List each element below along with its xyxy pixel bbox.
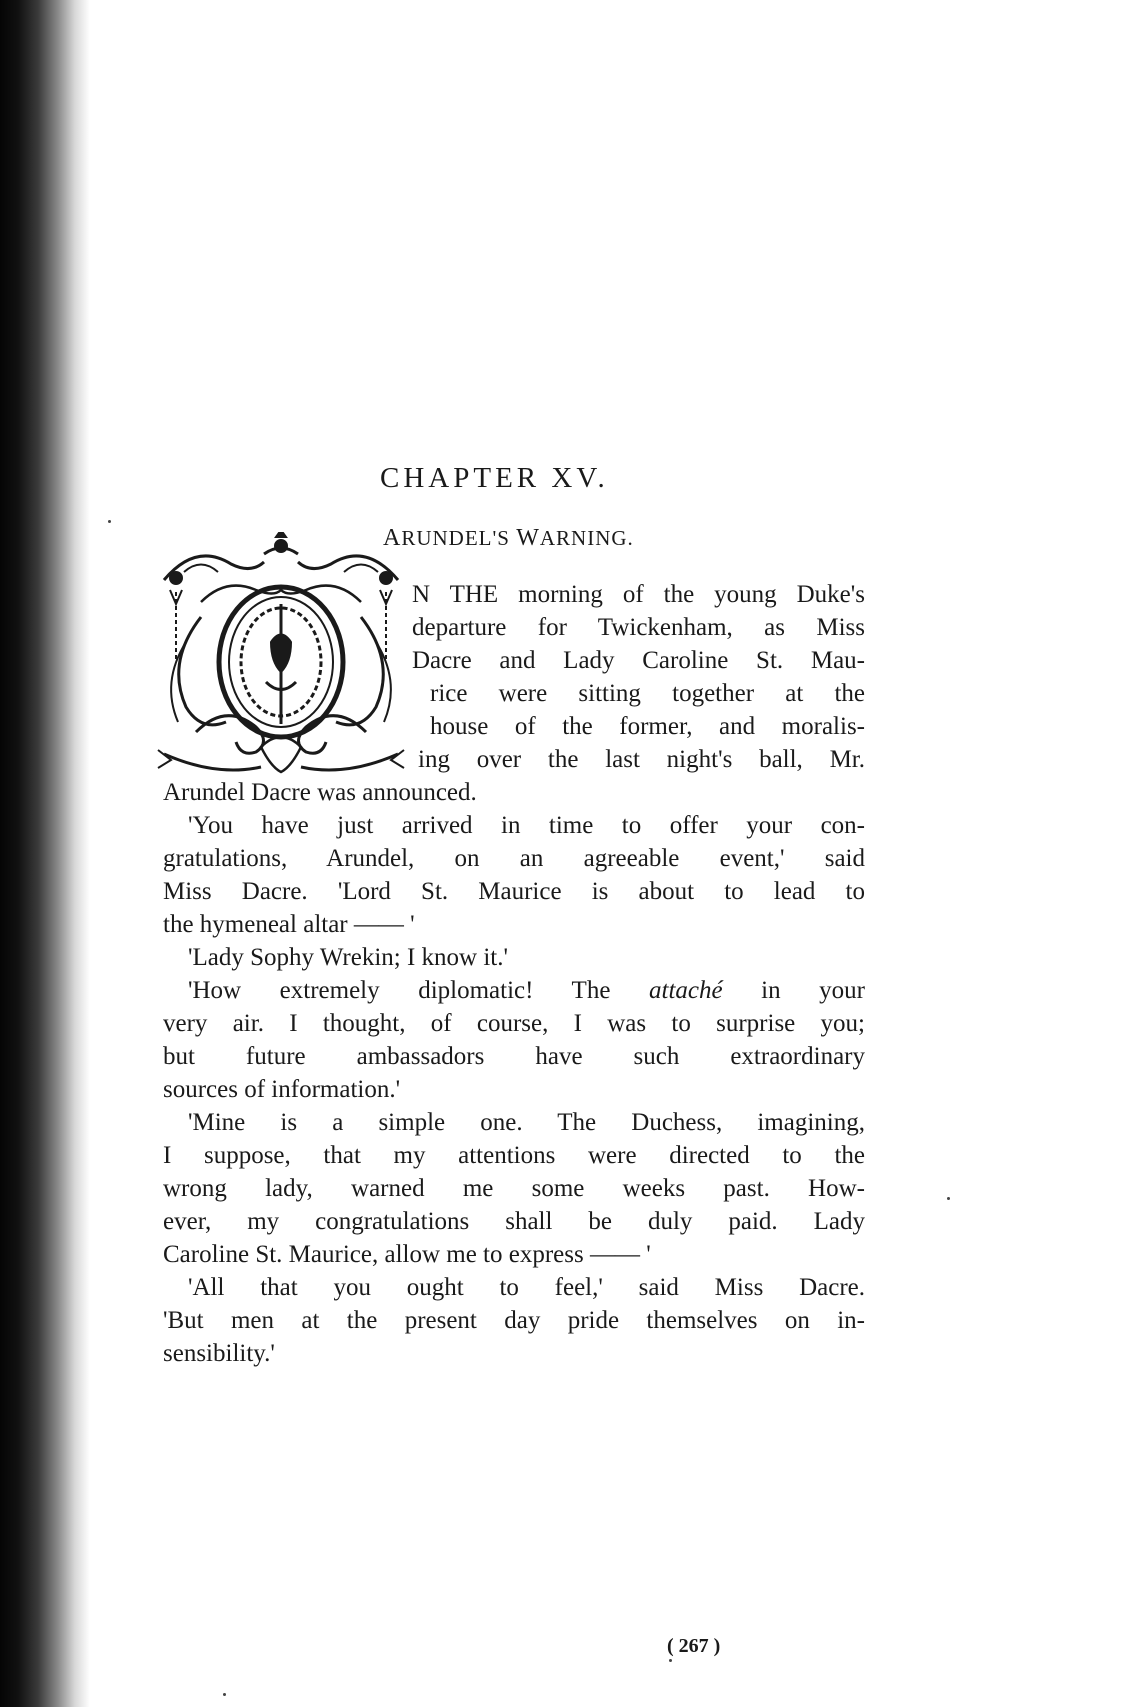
text-line [188, 976, 865, 1006]
text-line: 'You have just arrived in time to offer your con- [188, 812, 865, 839]
page-number: ( 267 ) [667, 1635, 721, 1657]
subtitle-text: RUNDEL'S [401, 526, 517, 550]
text-line: I suppose, that my attentions were directed to the [163, 1142, 865, 1169]
text-line: N THE morning of the young Duke's [412, 581, 865, 608]
text-line: 'But men at the present day pride themselves on in- [163, 1307, 865, 1334]
subtitle-capital: A [383, 525, 402, 551]
text-line: 'All that you ought to feel,' said Miss Dacre. [188, 1274, 865, 1301]
text-span: 'How extremely diplomatic! The [188, 977, 649, 1004]
ink-speck [108, 520, 111, 523]
subtitle-text: ARNING. [539, 526, 634, 550]
text-line: rice were sitting together at the [430, 680, 865, 707]
text-line: ing over the last night's ball, Mr. [418, 746, 865, 773]
text-line: gratulations, Arundel, on an agreeable event,' said [163, 845, 865, 872]
text-line: 'Lady Sophy Wrekin; I know it.' [188, 944, 509, 971]
text-span: in your [722, 977, 865, 1004]
ink-speck [669, 1659, 672, 1662]
text-line: very air. I thought, of course, I was to surprise you; [163, 1010, 865, 1037]
text-line: departure for Twickenham, as Miss [412, 614, 865, 641]
text-line: sources of information.' [163, 1076, 401, 1103]
chapter-subtitle [383, 525, 634, 552]
ornamental-drop-cap-o [156, 532, 406, 790]
chapter-title: CHAPTER XV. [380, 462, 609, 494]
italic-word: attaché [649, 977, 723, 1004]
text-line: the hymeneal altar —— ' [163, 911, 415, 938]
text-line: wrong lady, warned me some weeks past. How- [163, 1175, 865, 1202]
ink-speck [223, 1693, 226, 1696]
ink-speck [947, 1197, 950, 1200]
text-line: ever, my congratulations shall be duly paid. Lady [163, 1208, 865, 1235]
text-line: Miss Dacre. 'Lord St. Maurice is about to lead to [163, 878, 865, 905]
text-line: Arundel Dacre was announced. [163, 779, 477, 806]
text-line: but future ambassadors have such extraordinary [163, 1043, 865, 1070]
text-line: 'Mine is a simple one. The Duchess, imagining, [188, 1109, 865, 1136]
subtitle-capital: W [516, 525, 540, 551]
text-line: Dacre and Lady Caroline St. Mau- [412, 647, 865, 674]
page-spine-shadow [0, 0, 90, 1707]
text-line: Caroline St. Maurice, allow me to express —— ' [163, 1241, 651, 1268]
text-line: sensibility.' [163, 1340, 275, 1367]
text-line: house of the former, and moralis- [430, 713, 865, 740]
